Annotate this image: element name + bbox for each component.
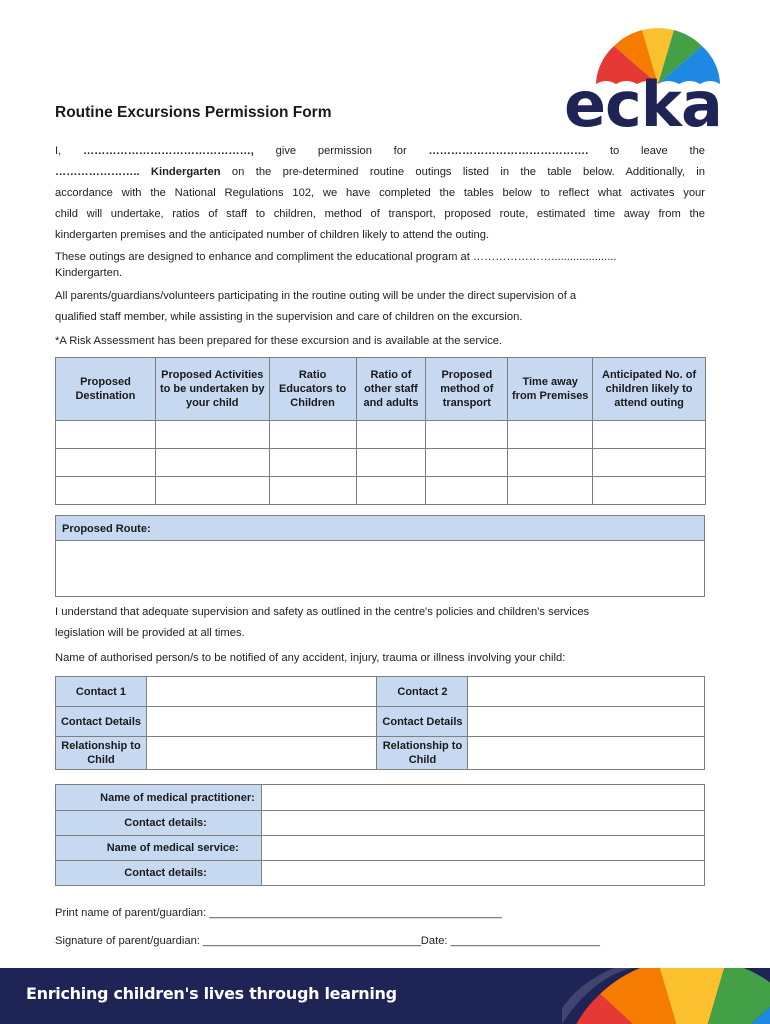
medical-practitioner-label: Name of medical practitioner: (56, 785, 262, 811)
authorised-person-label: Name of authorised person/s to be notified of any accident, injury, trauma or illness involving your child: (55, 652, 566, 664)
contact-relationship-row (56, 737, 705, 770)
logo-wordmark: ecka (564, 68, 722, 141)
header-ratio-educators: Ratio Educators to Children (269, 358, 356, 421)
contact-1-label: Contact 1 (56, 677, 147, 707)
service-contact-field[interactable] (261, 861, 704, 886)
medical-service-field[interactable] (261, 836, 704, 861)
destination-cell[interactable] (56, 477, 156, 505)
contacts-table (55, 676, 705, 770)
ratio-other-cell[interactable] (356, 449, 426, 477)
kindergarten-label: Kindergarten (150, 166, 221, 178)
table-row (56, 449, 706, 477)
ratio-educators-cell[interactable] (269, 421, 356, 449)
ratio-educators-cell[interactable] (269, 449, 356, 477)
activities-cell[interactable] (155, 477, 269, 505)
parents-line-2: qualified staff member, while assisting in the supervision and care of children on the excursion. (55, 311, 523, 323)
ecka-logo (560, 26, 750, 141)
time-away-cell[interactable] (508, 477, 593, 505)
outings-table (55, 357, 706, 505)
print-name-field[interactable]: Print name of parent/guardian: _______________________________________________ (55, 907, 502, 919)
understand-line-1: I understand that adequate supervision and safety as outlined in the centre's policies and children's services (55, 606, 590, 618)
outings-line-2: Kindergarten. (55, 267, 123, 279)
anticipated-cell[interactable] (593, 477, 706, 505)
contact-1-details-field[interactable] (146, 707, 377, 737)
contact-1-name-field[interactable] (146, 677, 377, 707)
contact-1-details-label: Contact Details (56, 707, 147, 737)
risk-assessment-note: *A Risk Assessment has been prepared for these excursion and is available at the service. (55, 335, 503, 347)
practitioner-contact-field[interactable] (261, 811, 704, 836)
transport-cell[interactable] (426, 449, 508, 477)
parent-name-blank[interactable]: ………………………………………, (82, 145, 254, 157)
medical-service-label: Name of medical service: (56, 836, 262, 861)
intro-end: to leave the (609, 145, 706, 157)
header-destination: Proposed Destination (56, 358, 156, 421)
signature-date-field[interactable]: Signature of parent/guardian: ___________________________________Date: ________________________ (55, 935, 600, 947)
kindergarten-name-blank[interactable]: ………………….. (55, 166, 140, 178)
intro-line-2-rest: on the pre-determined routine outings listed in the table below. Additionally, in (231, 166, 706, 178)
anticipated-cell[interactable] (593, 449, 706, 477)
transport-cell[interactable] (426, 477, 508, 505)
destination-cell[interactable] (56, 421, 156, 449)
intro-prefix: I, (55, 145, 62, 157)
medical-service-row (56, 836, 705, 861)
footer-umbrella-icon (562, 968, 770, 1024)
medical-table (55, 784, 705, 886)
header-activities: Proposed Activities to be undertaken by your child (155, 358, 269, 421)
contact-2-details-field[interactable] (468, 707, 705, 737)
table-row (56, 421, 706, 449)
intro-mid: give permission for (275, 145, 407, 157)
parents-line-1: All parents/guardians/volunteers participating in the routine outing will be under the direct supervision of a (55, 290, 577, 302)
footer-banner (0, 968, 770, 1024)
proposed-route-label: Proposed Route: (56, 516, 704, 541)
proposed-route-box (55, 515, 705, 597)
outings-table-header-row (56, 358, 706, 421)
medical-practitioner-field[interactable] (261, 785, 704, 811)
footer-tagline: Enriching children's lives through learning (26, 984, 397, 1003)
anticipated-cell[interactable] (593, 421, 706, 449)
destination-cell[interactable] (56, 449, 156, 477)
intro-line-3: accordance with the National Regulations 102, we have completed the tables below to reflect what activates your (55, 187, 705, 199)
intro-line-4: child will undertake, ratios of staff to children, method of transport, proposed route, estimated time away from the (55, 208, 705, 220)
ratio-other-cell[interactable] (356, 477, 426, 505)
intro-line-1 (55, 141, 705, 162)
contact-details-row (56, 707, 705, 737)
contact-name-row (56, 677, 705, 707)
contact-1-relationship-field[interactable] (146, 737, 377, 770)
proposed-route-field[interactable] (56, 541, 704, 596)
activities-cell[interactable] (155, 421, 269, 449)
transport-cell[interactable] (426, 421, 508, 449)
contact-2-details-label: Contact Details (377, 707, 468, 737)
ratio-other-cell[interactable] (356, 421, 426, 449)
header-transport: Proposed method of transport (426, 358, 508, 421)
ratio-educators-cell[interactable] (269, 477, 356, 505)
medical-practitioner-row (56, 785, 705, 811)
contact-2-name-field[interactable] (468, 677, 705, 707)
practitioner-contact-label: Contact details: (56, 811, 262, 836)
child-name-blank[interactable]: ……………………………………. (428, 145, 589, 157)
time-away-cell[interactable] (508, 449, 593, 477)
intro-line-2 (55, 162, 705, 183)
understand-line-2: legislation will be provided at all times. (55, 627, 245, 639)
time-away-cell[interactable] (508, 421, 593, 449)
header-ratio-other: Ratio of other staff and adults (356, 358, 426, 421)
header-anticipated-children: Anticipated No. of children likely to attend outing (593, 358, 706, 421)
service-contact-label: Contact details: (56, 861, 262, 886)
contact-2-label: Contact 2 (377, 677, 468, 707)
activities-cell[interactable] (155, 449, 269, 477)
practitioner-contact-row (56, 811, 705, 836)
form-title: Routine Excursions Permission Form (55, 104, 332, 121)
header-time-away: Time away from Premises (508, 358, 593, 421)
contact-2-relationship-label: Relationship to Child (377, 737, 468, 770)
contact-1-relationship-label: Relationship to Child (56, 737, 147, 770)
table-row (56, 477, 706, 505)
service-contact-row (56, 861, 705, 886)
intro-line-5: kindergarten premises and the anticipated number of children likely to attend the outing. (55, 229, 490, 241)
outings-line-1: These outings are designed to enhance and compliment the educational program at …………………..................... (55, 251, 617, 263)
contact-2-relationship-field[interactable] (468, 737, 705, 770)
